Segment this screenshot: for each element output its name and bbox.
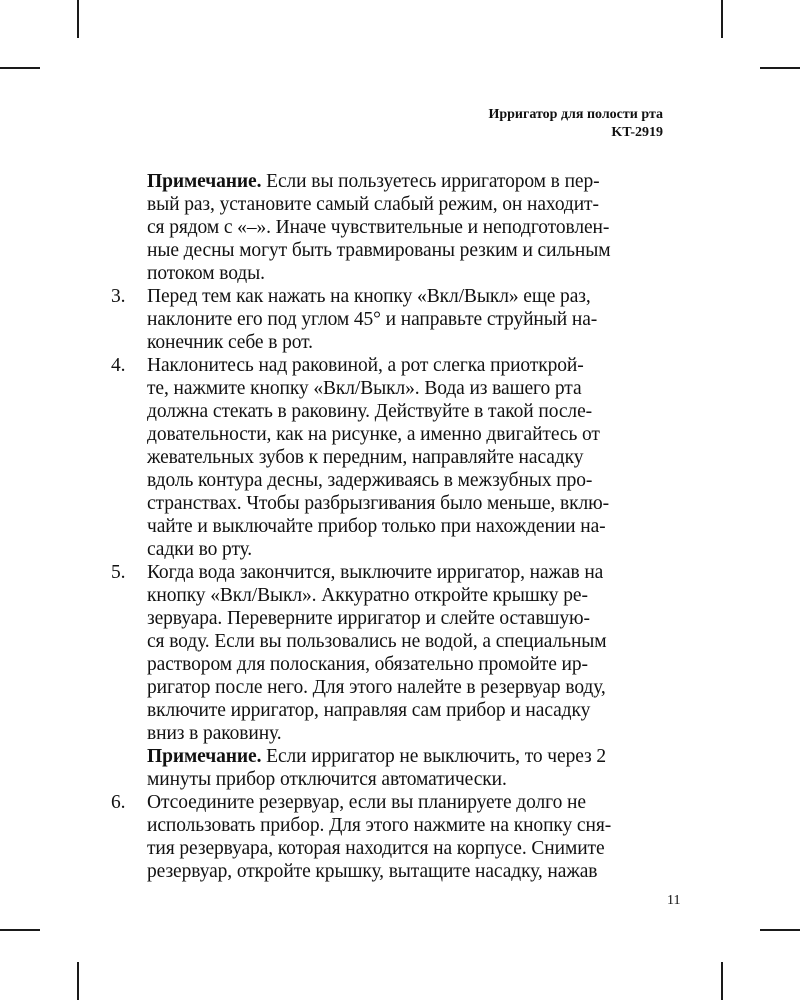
crop-mark <box>721 0 723 38</box>
text-line: раствором для полоскания, обязательно промойте ир- <box>147 654 588 675</box>
header-model: KT-2919 <box>611 125 663 140</box>
crop-mark <box>760 929 800 931</box>
list-item-number: 6. <box>111 792 126 813</box>
running-header <box>488 106 663 142</box>
text-line: довательности, как на рисунке, а именно двигайтесь от <box>147 424 600 445</box>
text-line <box>147 170 663 193</box>
page-number: 11 <box>667 893 681 908</box>
note-text: Если вы пользуетесь ирригатором в пер- <box>261 171 600 192</box>
list-item-number: 5. <box>111 562 126 583</box>
text-line: наклоните его под углом 45° и направьте струйный на- <box>147 309 598 330</box>
list-item <box>111 791 663 883</box>
text-line: ригатор после него. Для этого налейте в резервуар воду, <box>147 677 606 698</box>
text-line: Перед тем как нажать на кнопку «Вкл/Выкл» еще раз, <box>147 286 591 307</box>
page-content <box>111 170 663 883</box>
text-line: включите ирригатор, направляя сам прибор и насадку <box>147 700 591 721</box>
crop-mark <box>77 962 79 1000</box>
text-line: тия резервуара, которая находится на корпусе. Снимите <box>147 838 605 859</box>
note-label: Примечание. <box>147 746 262 767</box>
list-item <box>111 354 663 561</box>
text-line: резервуар, откройте крышку, вытащите насадку, нажав <box>147 861 598 882</box>
list-item-number: 4. <box>111 355 126 376</box>
crop-mark <box>760 67 800 69</box>
header-title: Ирригатор для полости рта <box>488 107 663 122</box>
note-text: Если ирригатор не выключить, то через 2 <box>261 746 607 767</box>
text-line: вый раз, установите самый слабый режим, он находит- <box>147 194 599 215</box>
text-line: ные десны могут быть травмированы резким и сильным <box>147 240 611 261</box>
crop-mark <box>77 0 79 38</box>
text-line: вниз в раковину. <box>147 723 282 744</box>
list-item <box>111 285 663 354</box>
text-line: должна стекать в раковину. Действуйте в такой после- <box>147 401 593 422</box>
text-line: кнопку «Вкл/Выкл». Аккуратно откройте крышку ре- <box>147 585 588 606</box>
text-line: использовать прибор. Для этого нажмите на кнопку сня- <box>147 815 612 836</box>
text-line: Отсоедините резервуар, если вы планируете долго не <box>147 792 586 813</box>
crop-mark <box>0 929 40 931</box>
text-line: зервуара. Переверните ирригатор и слейте оставшую- <box>147 608 590 629</box>
text-line: те, нажмите кнопку «Вкл/Выкл». Вода из вашего рта <box>147 378 582 399</box>
text-line: минуты прибор отключится автоматически. <box>147 769 507 790</box>
crop-mark <box>0 67 40 69</box>
text-line: странствах. Чтобы разбрызгивания было меньше, вклю- <box>147 493 609 514</box>
text-line: Наклонитесь над раковиной, а рот слегка приоткрой- <box>147 355 584 376</box>
note-paragraph <box>147 170 663 285</box>
text-line: ся воду. Если вы пользовались не водой, а специальным <box>147 631 607 652</box>
text-line: садки во рту. <box>147 539 253 560</box>
note-label: Примечание. <box>147 171 262 192</box>
text-line: жевательных зубов к передним, направляйте насадку <box>147 447 584 468</box>
text-line: вдоль контура десны, задерживаясь в межзубных про- <box>147 470 593 491</box>
list-item <box>111 561 663 791</box>
text-line <box>147 745 663 768</box>
text-line: потоком воды. <box>147 263 265 284</box>
text-line: конечник себе в рот. <box>147 332 313 353</box>
crop-mark <box>721 962 723 1000</box>
text-line: Когда вода закончится, выключите ирригатор, нажав на <box>147 562 604 583</box>
list-item-number: 3. <box>111 286 126 307</box>
text-line: ся рядом с «–». Иначе чувствительные и неподготовлен- <box>147 217 610 238</box>
text-line: чайте и выключайте прибор только при нахождении на- <box>147 516 606 537</box>
